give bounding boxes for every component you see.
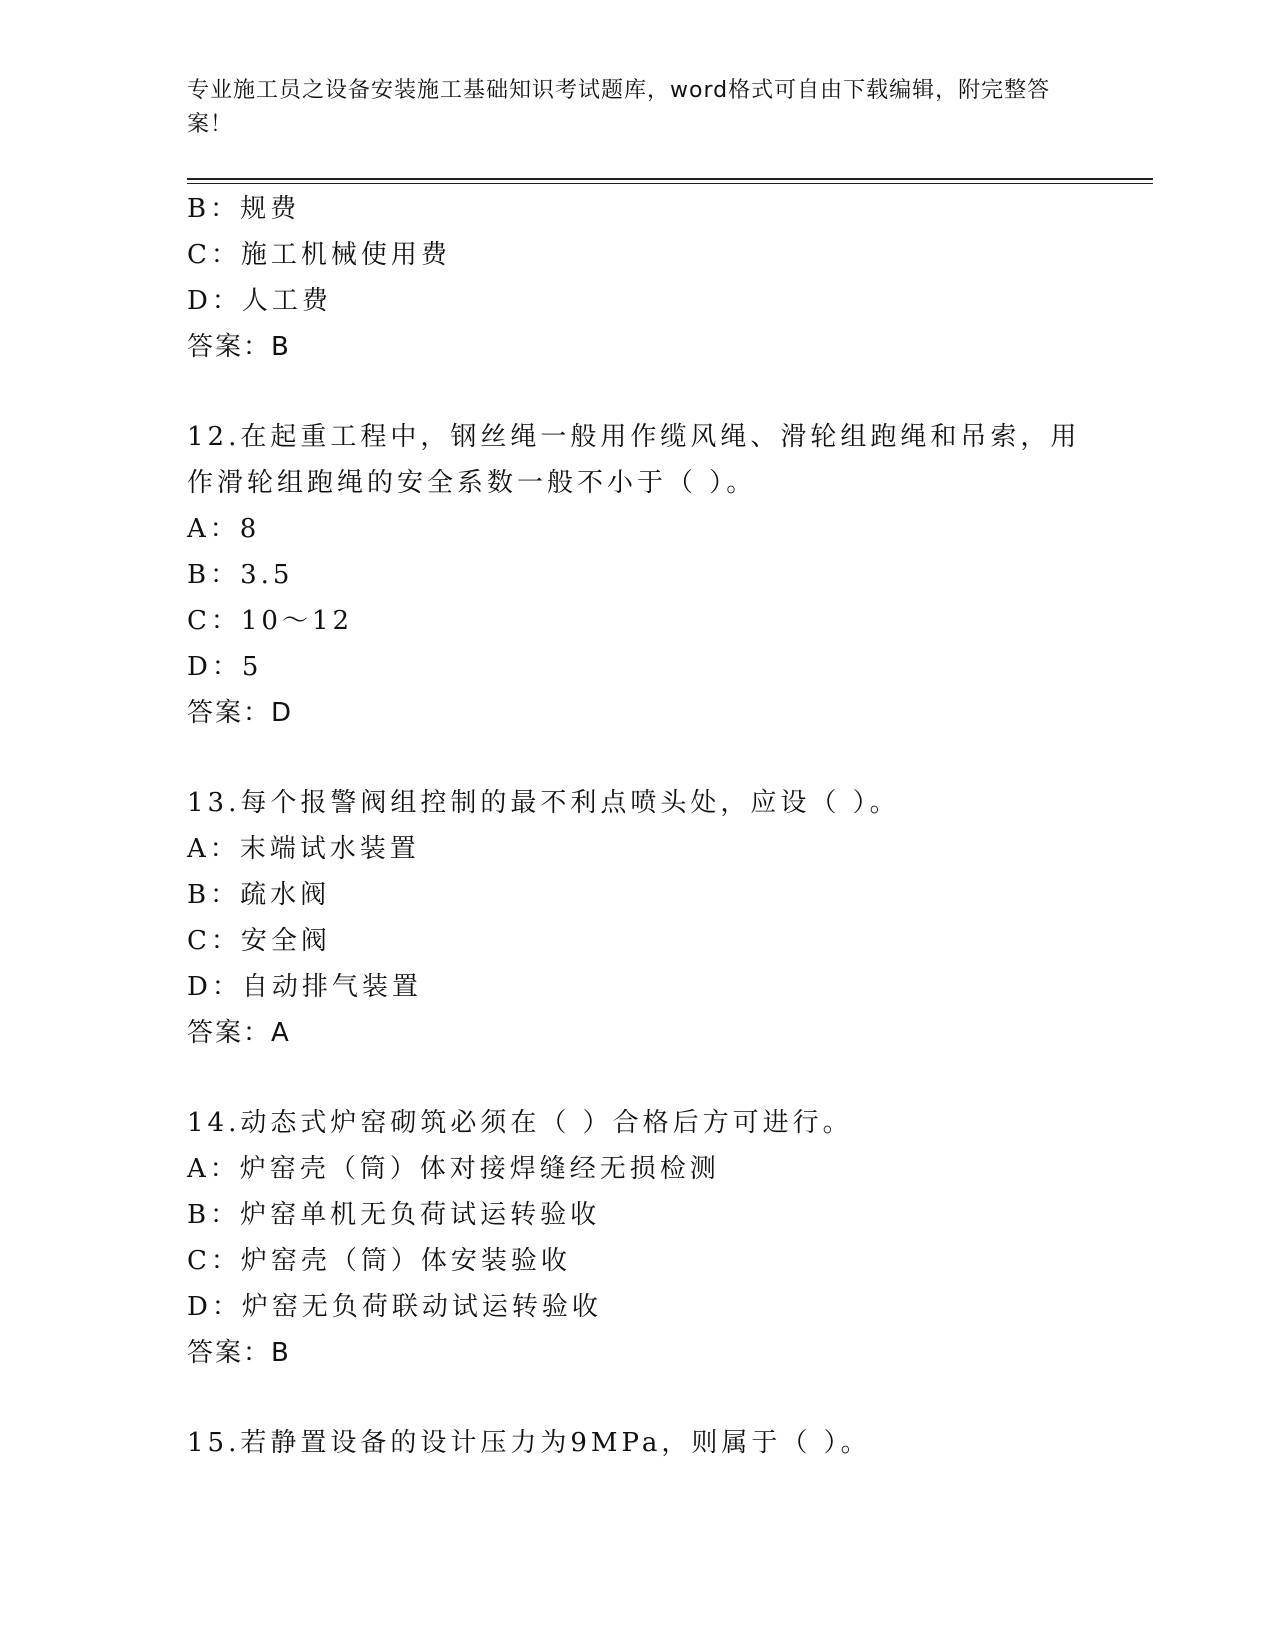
option-b: B：3.5 [187, 560, 294, 590]
header-title: 专业施工员之设备安装施工基础知识考试题库，word格式可自由下载编辑，附完整答案！ [187, 78, 1051, 137]
answer: 答案：A [187, 1018, 291, 1048]
option-c: C：炉窑壳（筒）体安装验收 [187, 1246, 571, 1276]
question-block [187, 414, 1107, 736]
question-text: 12.在起重工程中，钢丝绳一般用作缆风绳、滑轮组跑绳和吊索，用作滑轮组跑绳的安全系数一般不小于（ ）。 [187, 422, 1081, 498]
option-d: D：自动排气装置 [187, 972, 422, 1002]
header-rule [187, 178, 1153, 180]
question-block [187, 1420, 1107, 1466]
answer: 答案：D [187, 698, 294, 728]
question-block [187, 186, 1107, 370]
option-a: A：8 [187, 514, 261, 544]
option-b: B：疏水阀 [187, 880, 331, 910]
header-rule-thin [187, 183, 1153, 184]
answer: 答案：B [187, 332, 291, 362]
option-c: C：10～12 [187, 606, 354, 636]
question-list [187, 186, 1107, 1466]
question-block [187, 780, 1107, 1056]
option-b: B：规费 [187, 194, 301, 224]
option-d: D：炉窑无负荷联动试运转验收 [187, 1292, 602, 1322]
question-text: 14.动态式炉窑砌筑必须在（ ）合格后方可进行。 [187, 1108, 853, 1138]
option-d: D：人工费 [187, 286, 332, 316]
option-a: A：末端试水装置 [187, 834, 420, 864]
document-header [187, 74, 1087, 142]
option-b: B：炉窑单机无负荷试运转验收 [187, 1200, 601, 1230]
question-text: 15.若静置设备的设计压力为9MPa，则属于（ ）。 [187, 1428, 871, 1458]
option-a: A：炉窑壳（筒）体对接焊缝经无损检测 [187, 1154, 720, 1184]
option-d: D：5 [187, 652, 263, 682]
answer: 答案：B [187, 1338, 291, 1368]
question-text: 13.每个报警阀组控制的最不利点喷头处，应设（ ）。 [187, 788, 900, 818]
option-c: C：安全阀 [187, 926, 331, 956]
question-block [187, 1100, 1107, 1376]
option-c: C：施工机械使用费 [187, 240, 451, 270]
